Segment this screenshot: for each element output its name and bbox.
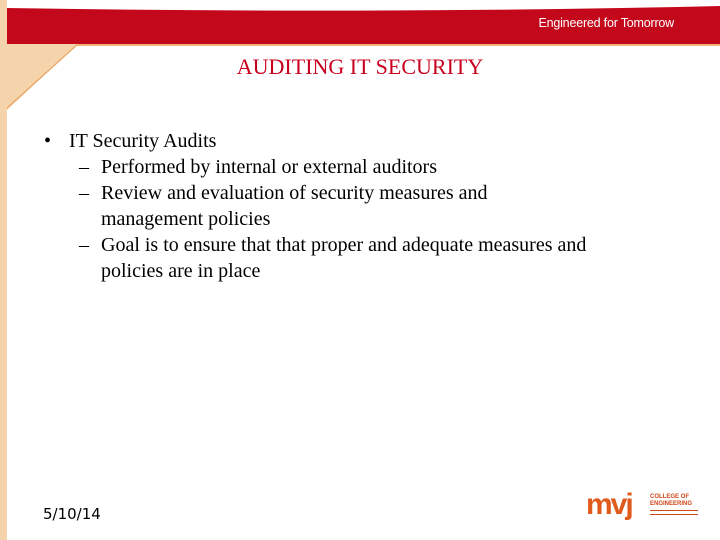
sub-bullet-text: Goal is to ensure that that proper and adequate measures and policies are in place (101, 234, 587, 282)
sub-bullet-dash: – (79, 234, 89, 256)
slide-title: AUDITING IT SECURITY (236, 54, 484, 79)
sub-bullet-item (44, 180, 531, 232)
slide-content (44, 128, 684, 284)
sub-bullet-item (44, 154, 684, 180)
bullet-dot: • (44, 130, 52, 152)
bullet-text: IT Security Audits (69, 130, 217, 152)
sub-bullet-dash: – (79, 182, 89, 204)
header-tagline: Engineered for Tomorrow (538, 16, 674, 30)
college-logo (586, 490, 698, 526)
logo-brand: mvj (586, 488, 632, 521)
band-underline (76, 44, 720, 46)
sub-bullet-item (44, 232, 641, 284)
logo-line2: ENGINEERING (650, 501, 693, 507)
sub-bullet-text: Review and evaluation of security measures and management policies (101, 182, 488, 230)
bullet-item (44, 128, 684, 154)
logo-text (650, 494, 702, 515)
slide-date: 5/10/14 (43, 505, 101, 523)
sub-bullet-dash: – (79, 156, 89, 178)
side-bar-diagonal (0, 44, 78, 540)
sub-bullet-text: Performed by internal or external auditors (101, 156, 437, 178)
logo-rule (650, 510, 698, 515)
logo-line1: COLLEGE OF (650, 494, 689, 500)
